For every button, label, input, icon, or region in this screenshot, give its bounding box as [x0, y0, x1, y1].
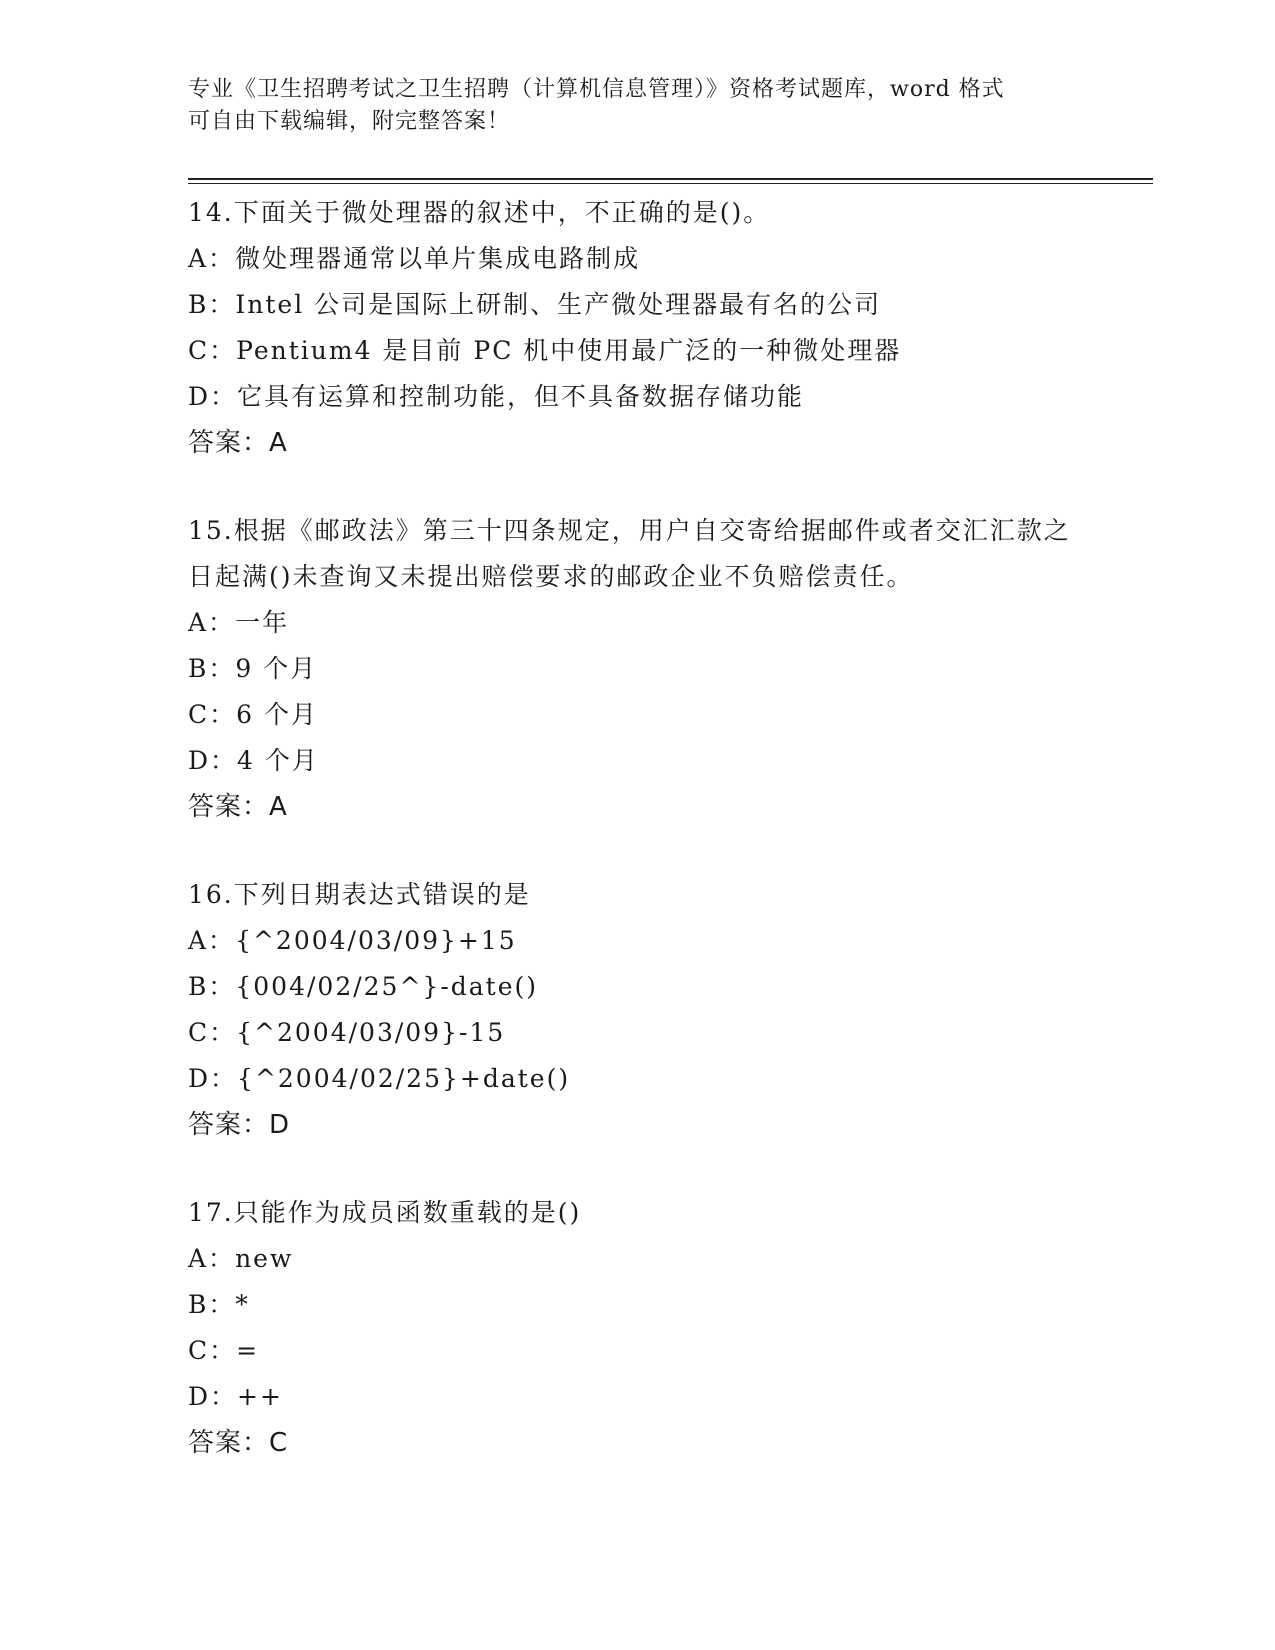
option-c [188, 328, 1088, 374]
option-letter: A： [188, 244, 236, 273]
option-letter: B： [188, 1290, 236, 1319]
question-14 [188, 190, 1088, 466]
option-text: * [235, 1290, 250, 1319]
question-stem: 14.下面关于微处理器的叙述中，不正确的是()。 [188, 198, 771, 227]
option-text: 6 个月 [236, 700, 318, 729]
option-letter: C： [188, 1018, 237, 1047]
option-a [188, 1236, 1088, 1282]
question-stem: 15.根据《邮政法》第三十四条规定，用户自交寄给据邮件或者交汇汇款之日起满()未查询又未提出赔偿要求的邮政企业不负赔偿责任。 [188, 516, 1071, 591]
option-b [188, 1282, 1088, 1328]
option-text: 一年 [235, 608, 290, 637]
option-text: ++ [237, 1382, 283, 1411]
option-d [188, 738, 1088, 784]
answer-line: 答案：D [188, 1110, 291, 1140]
option-a [188, 236, 1088, 282]
option-d [188, 1056, 1088, 1102]
option-letter: B： [188, 972, 236, 1001]
option-b [188, 964, 1088, 1010]
option-letter: D： [188, 1064, 238, 1093]
option-text: {^2004/02/25}+date() [237, 1064, 571, 1093]
question-stem: 17.只能作为成员函数重载的是() [188, 1198, 582, 1227]
option-letter: B： [188, 654, 236, 683]
option-letter: D： [188, 1382, 238, 1411]
document-header [188, 74, 1088, 138]
option-letter: C： [188, 700, 237, 729]
option-text: Pentium4 是目前 PC 机中使用最广泛的一种微处理器 [236, 336, 902, 365]
option-letter: B： [188, 290, 236, 319]
header-line-2: 可自由下载编辑，附完整答案！ [188, 109, 511, 134]
option-text: = [236, 1336, 260, 1365]
question-17 [188, 1190, 1088, 1466]
question-list [188, 190, 1088, 1508]
option-text: 4 个月 [237, 746, 319, 775]
option-text: Intel 公司是国际上研制、生产微处理器最有名的公司 [235, 290, 882, 319]
option-b [188, 282, 1088, 328]
option-letter: C： [188, 336, 237, 365]
header-rule-thick [188, 178, 1153, 180]
option-text: 9 个月 [235, 654, 318, 683]
option-letter: C： [188, 1336, 237, 1365]
option-letter: D： [188, 382, 238, 411]
option-text: {^2004/03/09}+15 [235, 926, 517, 955]
option-letter: A： [188, 608, 236, 637]
option-d [188, 374, 1088, 420]
option-c [188, 1328, 1088, 1374]
option-a [188, 600, 1088, 646]
option-d [188, 1374, 1088, 1420]
option-c [188, 1010, 1088, 1056]
option-text: 微处理器通常以单片集成电路制成 [235, 244, 641, 273]
option-b [188, 646, 1088, 692]
answer-line: 答案：A [188, 428, 288, 458]
answer-line: 答案：C [188, 1428, 289, 1458]
option-letter: D： [188, 746, 238, 775]
option-letter: A： [188, 926, 236, 955]
option-c [188, 692, 1088, 738]
option-text: new [235, 1244, 294, 1273]
option-text: 它具有运算和控制功能，但不具备数据存储功能 [237, 382, 805, 411]
option-letter: A： [188, 1244, 236, 1273]
option-text: {004/02/25^}-date() [235, 972, 539, 1001]
header-rule-thin [188, 183, 1153, 184]
header-line-1: 专业《卫生招聘考试之卫生招聘（计算机信息管理）》资格考试题库，word 格式 [188, 77, 1005, 102]
question-stem: 16.下列日期表达式错误的是 [188, 880, 531, 909]
answer-line: 答案：A [188, 792, 288, 822]
option-text: {^2004/03/09}-15 [236, 1018, 506, 1047]
question-16 [188, 872, 1088, 1148]
question-15 [188, 508, 1088, 830]
option-a [188, 918, 1088, 964]
